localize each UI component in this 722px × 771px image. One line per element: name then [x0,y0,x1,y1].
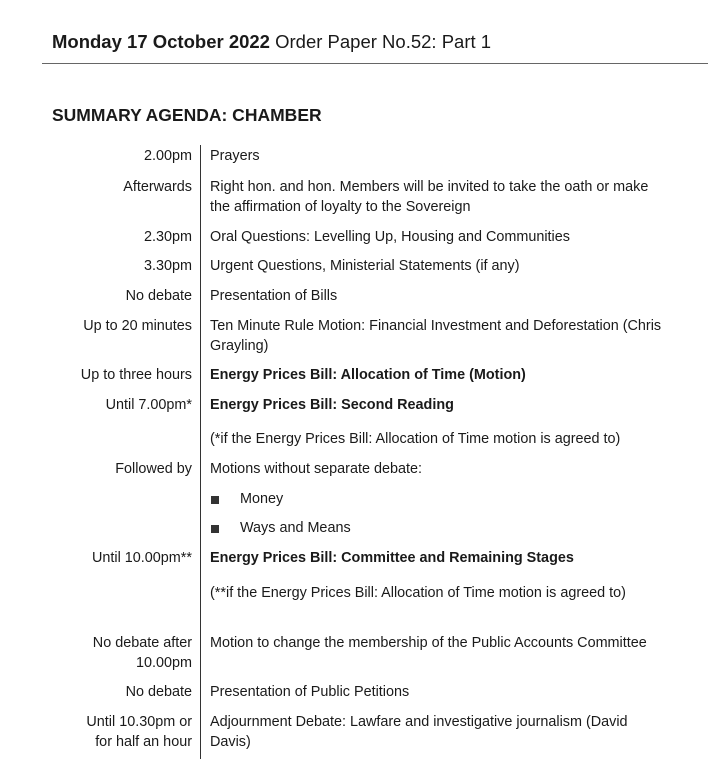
agenda-time: Until 10.30pm or for half an hour [86,714,192,750]
agenda-item: Energy Prices Bill: Committee and Remaining Stages [210,550,574,566]
agenda-time: Until 10.00pm** [92,550,192,566]
order-paper-title: Order Paper No.52: Part 1 [275,31,492,52]
agenda-time: Followed by [115,461,192,477]
agenda-time: 2.30pm [144,229,192,245]
header-divider [42,63,708,64]
agenda-time: Until 7.00pm* [105,397,192,413]
agenda-item: Right hon. and hon. Members will be invited to take the oath or make the affirmation of loyalty to the Sovereign [210,179,649,215]
order-paper-date: Monday 17 October 2022 [52,31,270,52]
agenda-time: Afterwards [123,179,192,195]
agenda-note-text: (*if the Energy Prices Bill: Allocation of Time motion is agreed to) [210,431,621,447]
agenda-time: Up to 20 minutes [83,318,192,334]
agenda-bullet-text: Ways and Means [240,520,351,536]
agenda-item: Ten Minute Rule Motion: Financial Investment and Deforestation (Chris Grayling) [210,318,662,354]
agenda-bullet-text: Money [240,491,284,507]
agenda-item: Energy Prices Bill: Allocation of Time (Motion) [210,367,526,383]
agenda-item: Urgent Questions, Ministerial Statements (if any) [210,258,520,274]
section-title: SUMMARY AGENDA: CHAMBER [52,105,322,125]
agenda-time: Up to three hours [80,367,192,383]
agenda-item: Adjournment Debate: Lawfare and investigative journalism (David Davis) [210,714,628,750]
square-bullet-icon [211,525,219,533]
agenda-time: No debate [125,684,192,700]
agenda-note-text: (**if the Energy Prices Bill: Allocation of Time motion is agreed to) [210,585,626,601]
agenda-item: Prayers [210,148,260,164]
agenda-time: 2.00pm [144,148,192,164]
agenda-time: No debate after 10.00pm [92,635,192,671]
agenda-item: Energy Prices Bill: Second Reading [210,397,454,413]
agenda-time: No debate [125,288,192,304]
agenda-item: Oral Questions: Levelling Up, Housing and Communities [210,229,570,245]
agenda-item: Presentation of Bills [210,288,338,304]
agenda-time: 3.30pm [144,258,192,274]
page-header [52,31,491,53]
square-bullet-icon [211,496,219,504]
agenda-item: Motions without separate debate: [210,461,422,477]
agenda-item: Motion to change the membership of the Public Accounts Committee [210,635,647,651]
agenda-column-divider [200,145,201,759]
agenda-item: Presentation of Public Petitions [210,684,410,700]
